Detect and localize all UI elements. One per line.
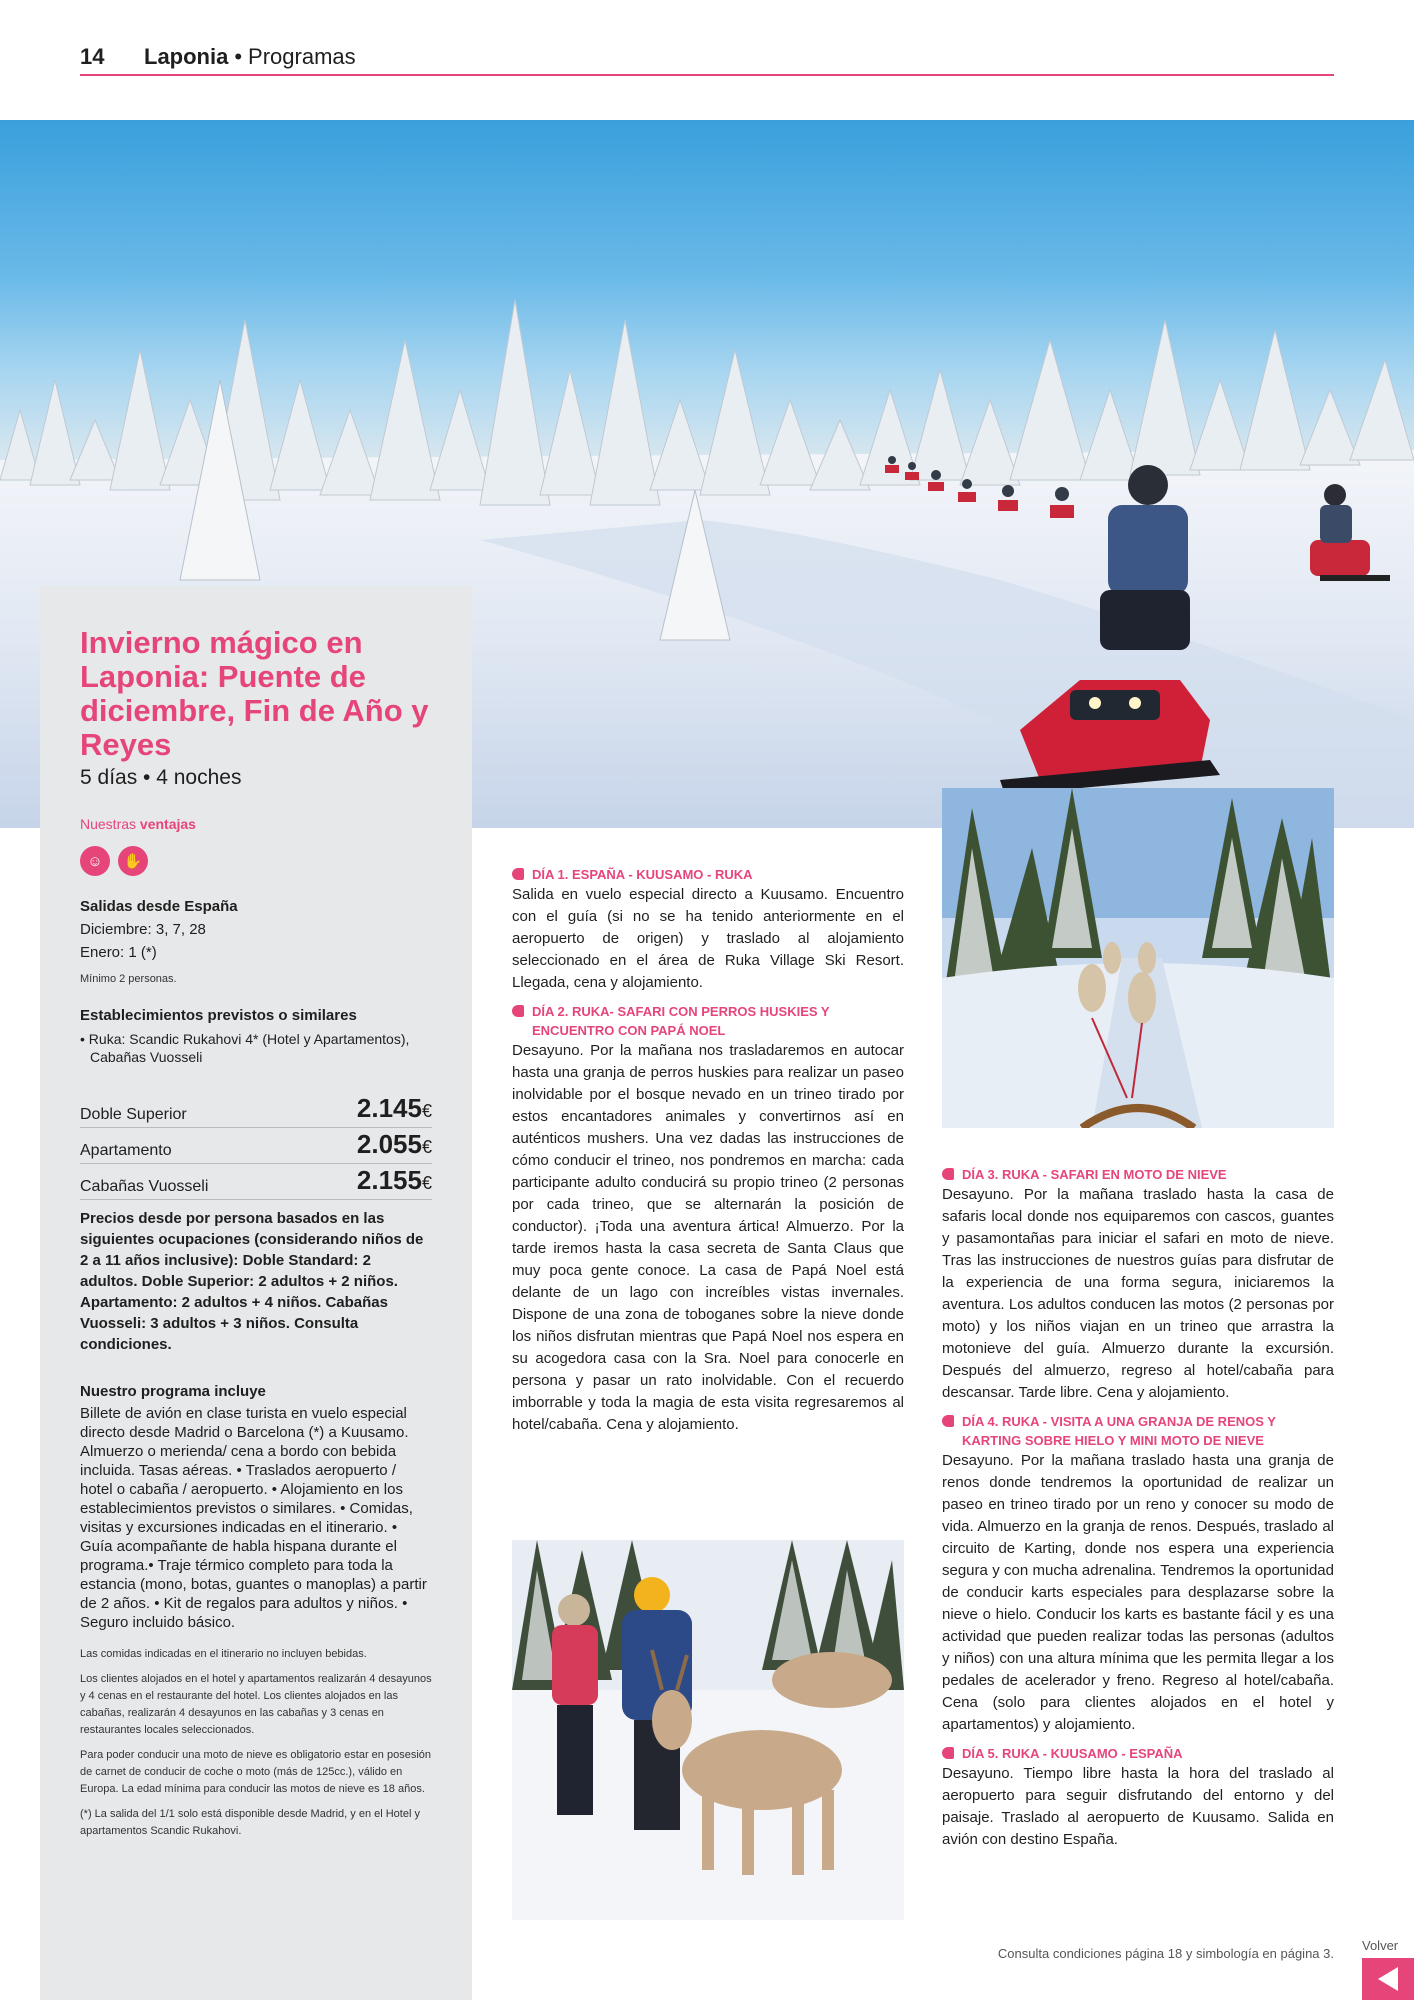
price-table <box>80 1092 432 1200</box>
price-value: 2.145€ <box>356 1093 432 1123</box>
minimum-note: Mínimo 2 personas. <box>80 973 177 985</box>
footnote: Los clientes alojados en el hotel y apartamentos realizarán 4 desayunos y 4 cenas en el restaurante del hotel. Los clientes alojados en las cabañas, realizarán 4 desayunos en las cabañas y 3 cenas en restaurantes locales seleccionados. <box>80 1673 432 1736</box>
price-value: 2.055€ <box>356 1129 432 1159</box>
day-heading: DÍA 1. ESPAÑA - KUUSAMO - RUKA <box>512 865 904 884</box>
back-button[interactable] <box>1362 1958 1414 2000</box>
trip-title: Invierno mágico en Laponia: Puente de diciembre, Fin de Año y Reyes <box>80 625 429 762</box>
day-text: Salida en vuelo especial directo a Kuusamo. Encuentro con el guía (si no se ha tenido anteriormente en el aeropuerto de origen) y traslado al alojamiento seleccionado en el área de Ruka Village Ski Resort. Llegada, cena y alojamiento. <box>512 886 904 991</box>
price-label: Cabañas Vuosseli <box>80 1178 209 1195</box>
page-header <box>80 44 1334 76</box>
lodging-heading: Establecimientos previstos o similares <box>80 1007 357 1024</box>
child-icon: ☺ <box>80 846 110 876</box>
arrow-left-icon <box>1378 1967 1398 1991</box>
price-label: Apartamento <box>80 1142 172 1159</box>
day-heading: DÍA 3. RUKA - SAFARI EN MOTO DE NIEVE <box>942 1165 1334 1184</box>
departures-heading: Salidas desde España <box>80 898 238 915</box>
includes-heading: Nuestro programa incluye <box>80 1383 266 1400</box>
footnote: Para poder conducir una moto de nieve es obligatorio estar en posesión de carnet de conducir de coche o moto (más de 125cc.), válido en Europa. La edad mínima para conducir las motos de nieve es 18 años. <box>80 1749 432 1795</box>
trip-sidebar <box>40 586 472 2000</box>
section-subtitle: Programas <box>248 44 356 69</box>
departures-january: Enero: 1 (*) <box>80 944 157 961</box>
day-text: Desayuno. Por la mañana traslado hasta una granja de renos donde tendremos la oportunidad de realizar un paseo en trineo tirado por un reno y conocer su modo de vida. Almuerzo en la granja de renos. Después, traslado al circuito de Karting, donde nos espera una experiencia segura y con mucha adrenalina. Tendremos la oportunidad de conducir karts especiales para desplazarse sobre la nieve o hielo. Conducir los karts es bastante fácil y es una actividad que pueden realizar todas las personas (adultos y niños) con una altura mínima que les permita llegar a los pedales de acelerador y freno. Regreso al hotel/cabaña. Cena (solo para clientes alojados en el hotel y apartamentos) y alojamiento. <box>942 1452 1334 1733</box>
page-number: 14 <box>80 44 105 69</box>
day-heading: DÍA 4. RUKA - VISITA A UNA GRANJA DE RENOS Y KARTING SOBRE HIELO Y MINI MOTO DE NIEVE <box>942 1412 1334 1450</box>
trip-duration: 5 días • 4 noches <box>80 766 242 789</box>
back-label[interactable]: Volver <box>1362 1938 1399 1953</box>
footer-note: Consulta condiciones página 18 y simbología en página 3. <box>997 1946 1334 1961</box>
day-text: Desayuno. Tiempo libre hasta la hora del traslado al aeropuerto para seguir disfrutando del entorno y del paisaje. Traslado al aeropuerto de Kuusamo. Salida en avión con destino España. <box>942 1765 1334 1848</box>
footnote: Las comidas indicadas en el itinerario no incluyen bebidas. <box>80 1648 367 1660</box>
day-heading: DÍA 5. RUKA - KUUSAMO - ESPAÑA <box>942 1744 1334 1763</box>
price-row <box>80 1092 432 1128</box>
price-row <box>80 1128 432 1164</box>
price-label: Doble Superior <box>80 1106 187 1123</box>
itinerary-column-2 <box>942 1165 1334 1851</box>
photo-husky-sled <box>942 788 1334 1128</box>
price-value: 2.155€ <box>356 1165 432 1195</box>
advantages-prefix: Nuestras <box>80 816 137 832</box>
section-title: Laponia <box>144 44 229 69</box>
lodging-item: • Ruka: Scandic Rukahovi 4* (Hotel y Apartamentos), Cabañas Vuosseli <box>80 1031 410 1065</box>
hand-icon: ✋ <box>118 846 148 876</box>
day-text: Desayuno. Por la mañana traslado hasta la casa de safaris local donde nos equiparemos con cascos, guantes y pasamontañas para iniciar el safari en moto de nieve. Tras las instrucciones de nuestros guías para disfrutar de la experiencia de una forma segura, iniciaremos la aventura. Los adultos conducen las motos (2 personas por moto) y los niños viajan en un trineo que arrastra la motonieve del guía. Almuerzo durante la excursión. Después del almuerzo, regreso al hotel/cabaña para descansar. Tarde libre. Cena y alojamiento. <box>942 1186 1334 1401</box>
header-separator: • <box>234 44 243 69</box>
advantages-icons <box>80 846 432 876</box>
advantages-word: ventajas <box>139 816 196 832</box>
includes-text: Billete de avión en clase turista en vuelo especial directo desde Madrid o Barcelona (*) a Kuusamo. Almuerzo o merienda/ cena a bordo con bebida incluida. Tasas aéreas. • Traslados aeropuerto / hotel o cabaña / aeropuerto. • Alojamiento en los establecimientos previstos o similares. • Comidas, visitas y excursiones indicadas en el itinerario. • Guía acompañante de habla hispana durante el programa.• Traje térmico completo para toda la estancia (mono, botas, guantes o manoplas) a partir de 2 años. • Kit de regalos para adultos y niños. • Seguro incluido básico. <box>80 1405 427 1631</box>
itinerary-column-1 <box>512 865 904 1436</box>
photo-reindeer-farm <box>512 1540 904 1920</box>
price-row <box>80 1164 432 1200</box>
price-note: Precios desde por persona basados en las siguientes ocupaciones (considerando niños de 2 a 11 años inclusive): Doble Standard: 2 adultos. Doble Superior: 2 adultos + 2 niños. Apartamento: 2 adultos + 4 niños. Cabañas Vuosseli: 3 adultos + 3 niños. Consulta condiciones. <box>80 1210 424 1353</box>
day-heading: DÍA 2. RUKA- SAFARI CON PERROS HUSKIES Y ENCUENTRO CON PAPÁ NOEL <box>512 1002 904 1040</box>
footnote: (*) La salida del 1/1 solo está disponible desde Madrid, y en el Hotel y apartamentos Scandic Rukahovi. <box>80 1808 420 1837</box>
advantages-label <box>80 816 432 832</box>
footnotes <box>80 1646 432 1840</box>
day-text: Desayuno. Por la mañana nos trasladaremos en autocar hasta una granja de perros huskies para realizar un paseo inolvidable por el bosque nevado en un trineo tirado por estos encantadores animales y convertirnos así en auténticos mushers. Una vez dadas las instrucciones de cómo conducir el trineo, nos pondremos en marcha: cada participante adulto conducirá su propio trineo (2 personas por cada trineo, que se alternarán la posición de conductor). ¡Toda una aventura ártica! Almuerzo. Por la tarde iremos hasta la casa secreta de Santa Claus que muy poca gente conoce. La casa de Papá Noel está delante de un lago con increíbles vistas invernales. Dispone de una zona de toboganes sobre la nieve donde los niños disfrutan mientras que Papá Noel nos espera en su acogedora casa con la Sra. Noel para conocerle en persona y pasar un rato inolvidable. Con el recuerdo imborrable y toda la magia de esta visita regresaremos al hotel/cabaña. Cena y alojamiento. <box>512 1042 904 1433</box>
departures-december: Diciembre: 3, 7, 28 <box>80 921 206 938</box>
